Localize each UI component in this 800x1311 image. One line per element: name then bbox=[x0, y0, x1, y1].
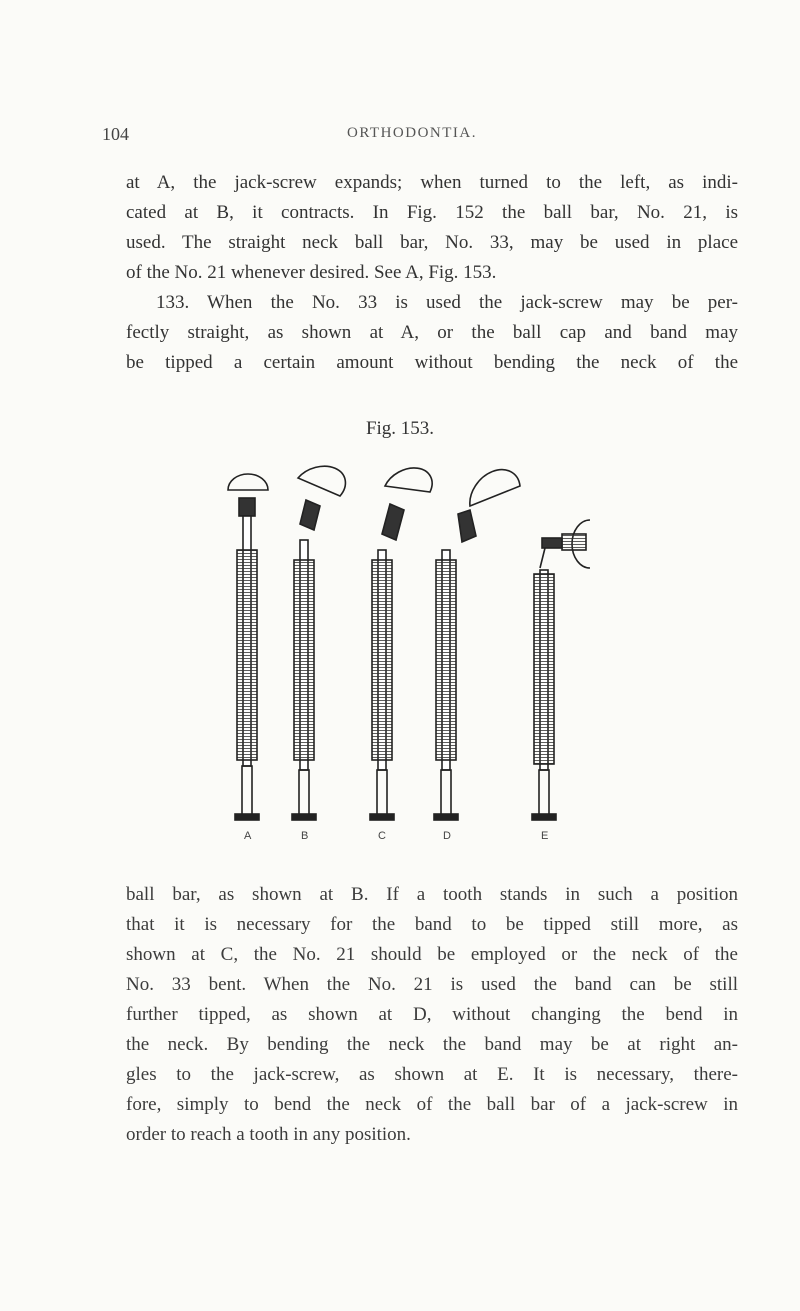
text-line: of the No. 21 whenever desired. See A, Fig. 153. bbox=[126, 262, 497, 283]
text-line: cated at B, it contracts. In Fig. 152 the ball bar, No. 21, is bbox=[126, 202, 738, 223]
jack-screw-b bbox=[292, 466, 345, 820]
text-line: further tipped, as shown at D, without changing the bend in bbox=[126, 1004, 738, 1025]
text-line-indented bbox=[126, 288, 738, 318]
figure-label-b: B bbox=[301, 830, 309, 842]
running-head: ORTHODONTIA. bbox=[346, 125, 477, 141]
figure-label-c: C bbox=[378, 830, 386, 842]
figure-label-a: A bbox=[244, 830, 252, 842]
jack-screw-illustration bbox=[190, 450, 630, 870]
text-line: used. The straight neck ball bar, No. 33, may be used in place bbox=[126, 232, 738, 253]
text-line: fectly straight, as shown at A, or the ball cap and band may bbox=[126, 322, 738, 343]
text-line: No. 33 bent. When the No. 21 is used the band can be still bbox=[126, 974, 738, 995]
text-line: at A, the jack-screw expands; when turned to the left, as indi- bbox=[126, 172, 738, 193]
text-line-content: 133. When the No. 33 is used the jack-screw may be per- bbox=[156, 292, 738, 313]
text-line: order to reach a tooth in any position. bbox=[126, 1124, 411, 1145]
jack-screw-d bbox=[434, 470, 520, 820]
figure-153-jack-screws bbox=[190, 450, 630, 870]
figure-label-d: D bbox=[443, 830, 451, 842]
text-line: ball bar, as shown at B. If a tooth stands in such a position bbox=[126, 884, 738, 905]
figure-caption: Fig. 153. bbox=[365, 418, 435, 439]
text-line: the neck. By bending the neck the band may be at right an- bbox=[126, 1034, 738, 1055]
text-line: that it is necessary for the band to be tipped still more, as bbox=[126, 914, 738, 935]
text-line: shown at C, the No. 21 should be employed or the neck of the bbox=[126, 944, 738, 965]
text-line: be tipped a certain amount without bending the neck of the bbox=[126, 352, 738, 373]
text-line: gles to the jack-screw, as shown at E. It is necessary, there- bbox=[126, 1064, 738, 1085]
jack-screw-a bbox=[228, 474, 268, 820]
top-paragraph bbox=[126, 168, 738, 378]
jack-screw-c bbox=[370, 468, 432, 820]
page-number: 104 bbox=[102, 124, 129, 144]
jack-screw-e bbox=[532, 520, 590, 820]
bottom-paragraph bbox=[126, 880, 738, 1150]
page-header bbox=[102, 124, 722, 148]
figure-label-e: E bbox=[541, 830, 549, 842]
text-line: fore, simply to bend the neck of the ball bar of a jack-screw in bbox=[126, 1094, 738, 1115]
